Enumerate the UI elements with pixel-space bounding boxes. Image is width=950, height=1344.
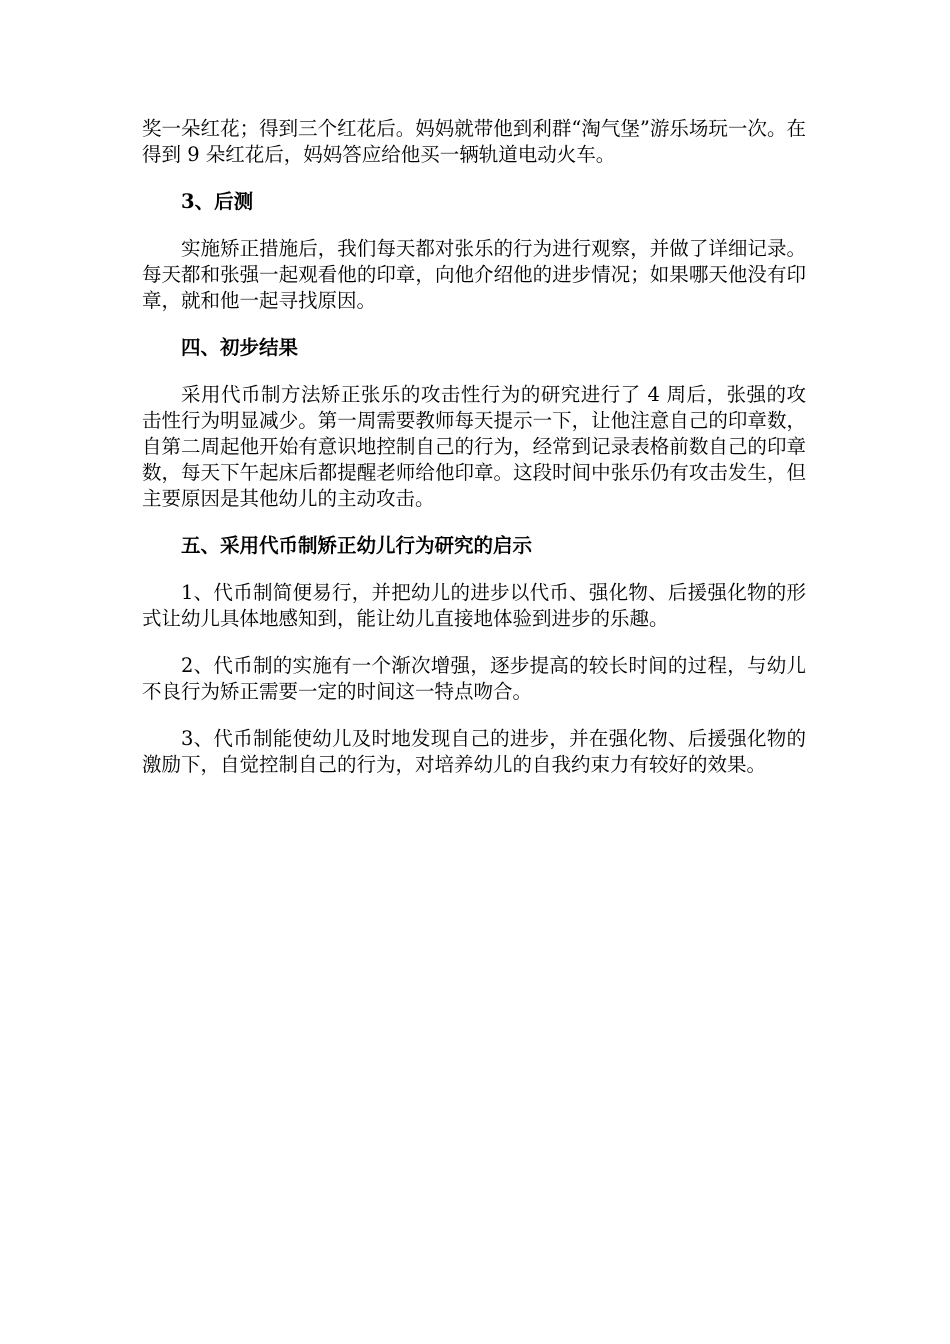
- paragraph-post-test: 实施矫正措施后，我们每天都对张乐的行为进行观察，并做了详细记录。每天都和张强一起观看他的印章，向他介绍他的进步情况；如果哪天他没有印章，就和他一起寻找原因。: [142, 237, 806, 312]
- heading-insights: 五、采用代币制矫正幼儿行为研究的启示: [181, 534, 533, 557]
- heading-preliminary-results: 四、初步结果: [181, 336, 299, 359]
- paragraph-insight-2: 2、代币制的实施有一个渐次增强，逐步提高的较长时间的过程，与幼儿不良行为矫正需要一定的时间这一特点吻合。: [142, 654, 806, 703]
- paragraph-insight-3: 3、代币制能使幼儿及时地发现自己的进步，并在强化物、后援强化物的激励下，自觉控制自己的行为，对培养幼儿的自我约束力有较好的效果。: [142, 727, 806, 776]
- document-body: [142, 116, 806, 778]
- paragraph-reward-plan: 奖一朵红花；得到三个红花后。妈妈就带他到利群“淘气堡”游乐场玩一次。在得到 9 朵红花后，妈妈答应给他买一辆轨道电动火车。: [142, 117, 806, 166]
- heading-post-test: 3、后测: [181, 190, 254, 213]
- paragraph-insight-1: 1、代币制简便易行，并把幼儿的进步以代币、强化物、后援强化物的形式让幼儿具体地感知到，能让幼儿直接地体验到进步的乐趣。: [142, 581, 806, 630]
- paragraph-preliminary-results: 采用代币制方法矫正张乐的攻击性行为的研究进行了 4 周后，张强的攻击性行为明显减少。第一周需要教师每天提示一下，让他注意自己的印章数，自第二周起他开始有意识地控制自己的行为，经常到记录表格前数自己的印章数，每天下午起床后都提醒老师给他印章。这段时间中张乐仍有攻击发生，但主要原因是其他幼儿的主动攻击。: [142, 383, 806, 510]
